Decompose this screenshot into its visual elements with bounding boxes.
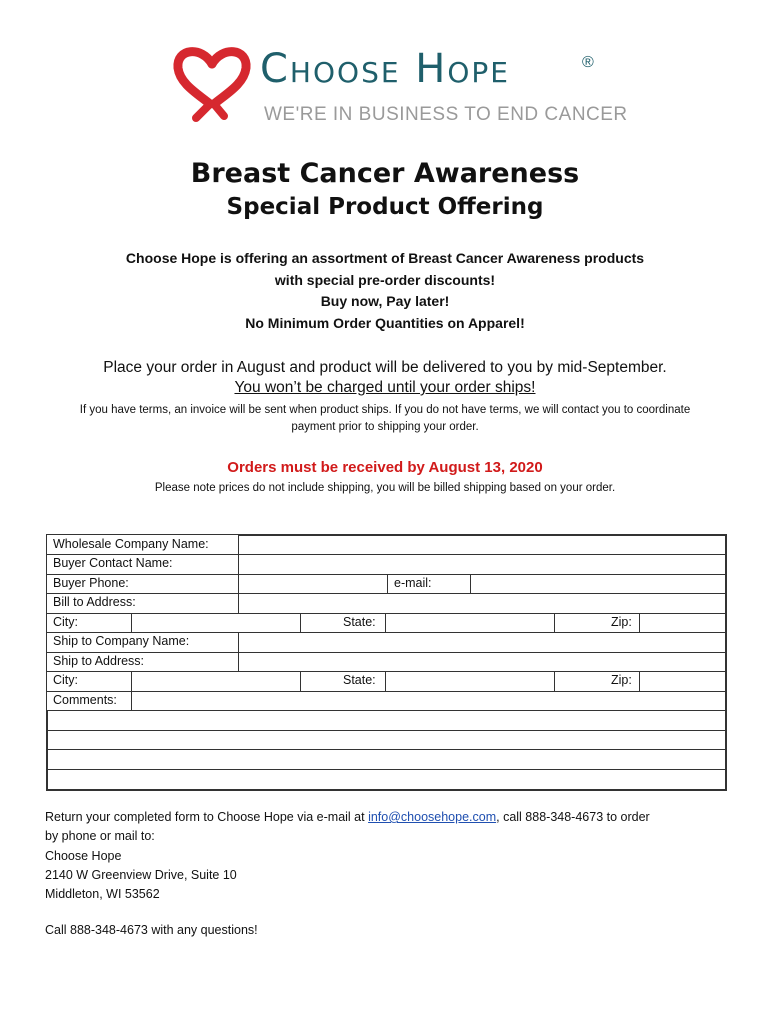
- city-field[interactable]: [131, 613, 301, 633]
- terms-note: If you have terms, an invoice will be sent when product ships. If you do not have terms, we will contact you to coordinate payment prior to shipping your order.: [79, 404, 691, 433]
- mail-org: Choose Hope: [45, 848, 122, 863]
- comments-field[interactable]: [131, 691, 726, 711]
- return-prefix: Return your completed form to Choose Hope via e-mail at: [45, 810, 369, 824]
- zip-field[interactable]: [639, 613, 726, 633]
- ship-address-label: Ship to Address:: [53, 654, 145, 668]
- ship-zip-field[interactable]: [639, 671, 726, 692]
- ship-state-field[interactable]: [385, 671, 555, 692]
- questions-line: Call 888-348-4673 with any questions!: [45, 923, 258, 938]
- delivery-block: [0, 358, 770, 398]
- registered-mark: ®: [582, 54, 594, 71]
- intro-line: with special pre-order discounts!: [274, 271, 496, 288]
- intro-line: Buy now, Pay later!: [320, 293, 450, 309]
- comments-label: Comments:: [53, 693, 117, 707]
- footer-block: [45, 808, 735, 941]
- ribbon-heart-icon: [172, 42, 252, 122]
- ship-address-field[interactable]: [238, 652, 726, 672]
- shipping-note: Please note prices do not include shipping, you will be billed shipping based on your order.: [154, 482, 616, 494]
- comments-line[interactable]: [47, 710, 726, 731]
- ship-company-field[interactable]: [238, 632, 726, 653]
- comments-line[interactable]: [47, 749, 726, 770]
- comments-line[interactable]: [47, 730, 726, 750]
- choose-hope-logo: [172, 42, 628, 132]
- intro-line: Choose Hope is offering an assortment of Breast Cancer Awareness products: [125, 250, 645, 266]
- comments-line[interactable]: [47, 769, 726, 790]
- logo-tagline: WE'RE IN BUSINESS TO END CANCER: [264, 104, 628, 125]
- return-instructions: [45, 808, 735, 827]
- contact-label: Buyer Contact Name:: [53, 556, 173, 570]
- contact-field[interactable]: [238, 554, 726, 575]
- mail-city: Middleton, WI 53562: [45, 887, 160, 902]
- spacer: [45, 904, 735, 921]
- ship-city-field[interactable]: [131, 671, 301, 692]
- email-link[interactable]: info@choosehope.com: [368, 810, 497, 824]
- city-label: City:: [53, 615, 78, 629]
- mail-street: 2140 W Greenview Drive, Suite 10: [45, 867, 237, 882]
- company-label: Wholesale Company Name:: [53, 537, 209, 551]
- order-form: [46, 534, 727, 791]
- ship-company-label: Ship to Company Name:: [53, 634, 190, 648]
- phone-label: Buyer Phone:: [53, 576, 129, 590]
- company-field[interactable]: [238, 535, 726, 555]
- delivery-text: Place your order in August and product will be delivered to you by mid-September.: [103, 359, 667, 376]
- phone-field[interactable]: [238, 574, 388, 594]
- intro-block: [0, 248, 770, 334]
- state-field[interactable]: [385, 613, 555, 633]
- email-field[interactable]: [470, 574, 726, 594]
- order-deadline: Orders must be received by August 13, 2020: [227, 459, 543, 476]
- ship-city-label: City:: [53, 673, 78, 687]
- zip-label: Zip:: [611, 615, 632, 629]
- email-label: e-mail:: [394, 576, 432, 590]
- return-line-2: by phone or mail to:: [45, 829, 155, 844]
- bill-address-label: Bill to Address:: [53, 595, 136, 609]
- page-subtitle: Special Product Offering: [226, 194, 544, 220]
- state-label: State:: [343, 615, 376, 629]
- ship-zip-label: Zip:: [611, 673, 632, 687]
- page-title: Breast Cancer Awareness: [190, 158, 580, 189]
- bill-address-field[interactable]: [238, 593, 726, 614]
- logo-brand-text: Choose Hope: [260, 46, 510, 92]
- intro-line: No Minimum Order Quantities on Apparel!: [245, 314, 525, 331]
- charge-notice: You won’t be charged until your order ships!: [234, 379, 536, 396]
- ship-state-label: State:: [343, 673, 376, 687]
- return-suffix: , call 888-348-4673 to order: [496, 810, 650, 824]
